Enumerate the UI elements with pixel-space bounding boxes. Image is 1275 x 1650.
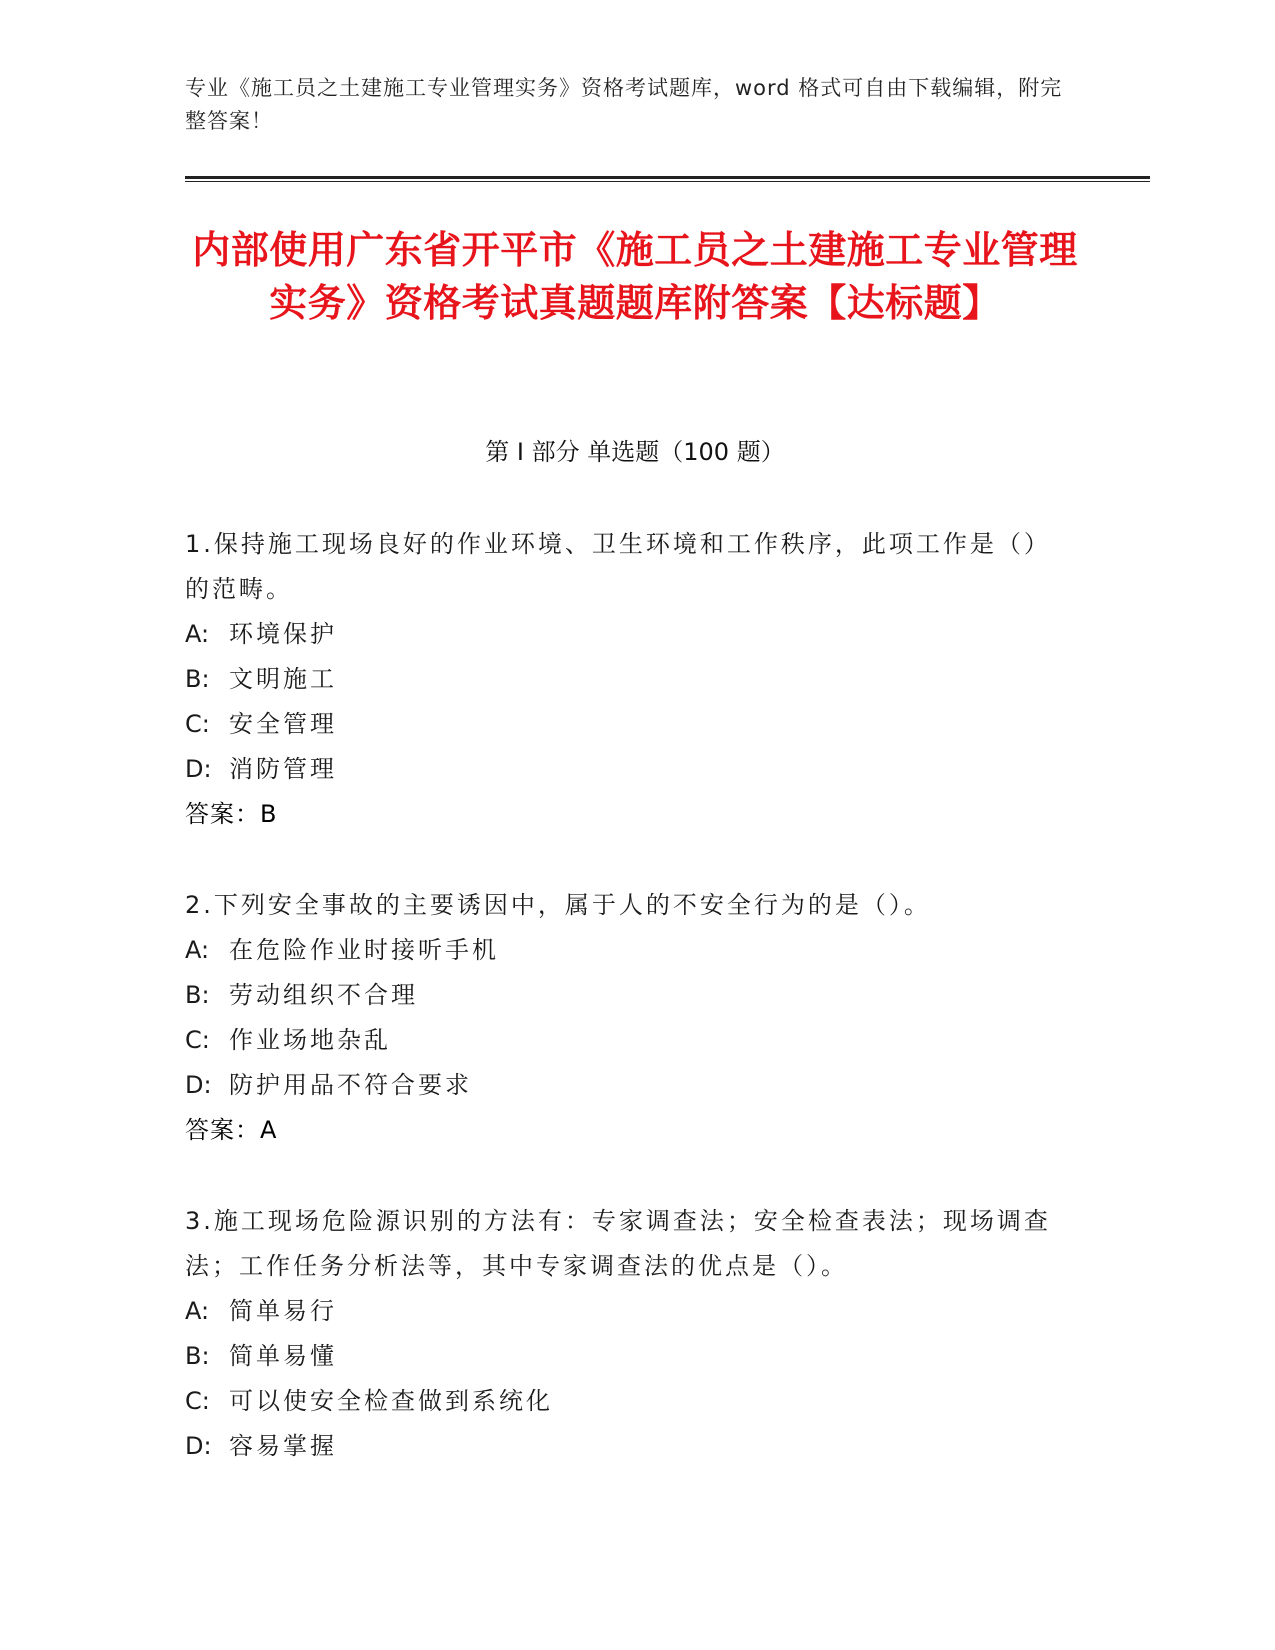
document-title: 内部使用广东省开平市《施工员之土建施工专业管理实务》资格考试真题题库附答案【达标题】 xyxy=(192,228,1078,325)
option-text: 简单易行 xyxy=(229,1297,337,1325)
option-text: 安全管理 xyxy=(229,710,337,738)
option-key: B: xyxy=(185,1342,210,1370)
option-key: D: xyxy=(185,1071,212,1099)
option-d xyxy=(185,1063,1065,1108)
option-key: D: xyxy=(185,1432,212,1460)
header-note: 专业《施工员之土建施工专业管理实务》资格考试题库，word 格式可自由下载编辑，附完整答案！ xyxy=(185,76,1063,133)
option-key: A: xyxy=(185,620,210,648)
option-c xyxy=(185,1379,1065,1424)
option-key: C: xyxy=(185,1026,210,1054)
section-title: 第 I 部分 单选题（100 题） xyxy=(485,438,785,466)
option-text: 作业场地杂乱 xyxy=(229,1026,391,1054)
option-key: D: xyxy=(185,755,212,783)
question-text: 3.施工现场危险源识别的方法有：专家调查法；安全检查表法；现场调查法；工作任务分析法等，其中专家调查法的优点是（）。 xyxy=(185,1207,1051,1280)
option-text: 消防管理 xyxy=(229,755,337,783)
option-b xyxy=(185,973,1065,1018)
question-text: 2.下列安全事故的主要诱因中，属于人的不安全行为的是（）。 xyxy=(185,891,931,919)
question-2 xyxy=(185,883,1065,1153)
header-divider-thick xyxy=(185,176,1150,179)
option-key: B: xyxy=(185,981,210,1009)
option-key: C: xyxy=(185,1387,210,1415)
option-text: 环境保护 xyxy=(229,620,337,648)
option-b xyxy=(185,657,1065,702)
option-key: A: xyxy=(185,936,210,964)
option-a xyxy=(185,612,1065,657)
option-b xyxy=(185,1334,1065,1379)
option-a xyxy=(185,1289,1065,1334)
answer-line: 答案：B xyxy=(185,800,278,828)
option-text: 可以使安全检查做到系统化 xyxy=(229,1387,553,1415)
option-d xyxy=(185,747,1065,792)
question-list xyxy=(185,522,1065,1515)
option-key: A: xyxy=(185,1297,210,1325)
question-1 xyxy=(185,522,1065,837)
option-key: B: xyxy=(185,665,210,693)
option-text: 文明施工 xyxy=(229,665,337,693)
option-text: 劳动组织不合理 xyxy=(229,981,418,1009)
option-c xyxy=(185,1018,1065,1063)
option-text: 容易掌握 xyxy=(229,1432,337,1460)
header-divider-thin xyxy=(185,181,1150,182)
answer-line: 答案：A xyxy=(185,1116,278,1144)
option-text: 简单易懂 xyxy=(229,1342,337,1370)
option-a xyxy=(185,928,1065,973)
option-d xyxy=(185,1424,1065,1469)
question-3 xyxy=(185,1199,1065,1469)
option-text: 在危险作业时接听手机 xyxy=(229,936,499,964)
question-text: 1.保持施工现场良好的作业环境、卫生环境和工作秩序，此项工作是（）的范畴。 xyxy=(185,530,1051,603)
option-text: 防护用品不符合要求 xyxy=(229,1071,472,1099)
option-key: C: xyxy=(185,710,210,738)
option-c xyxy=(185,702,1065,747)
